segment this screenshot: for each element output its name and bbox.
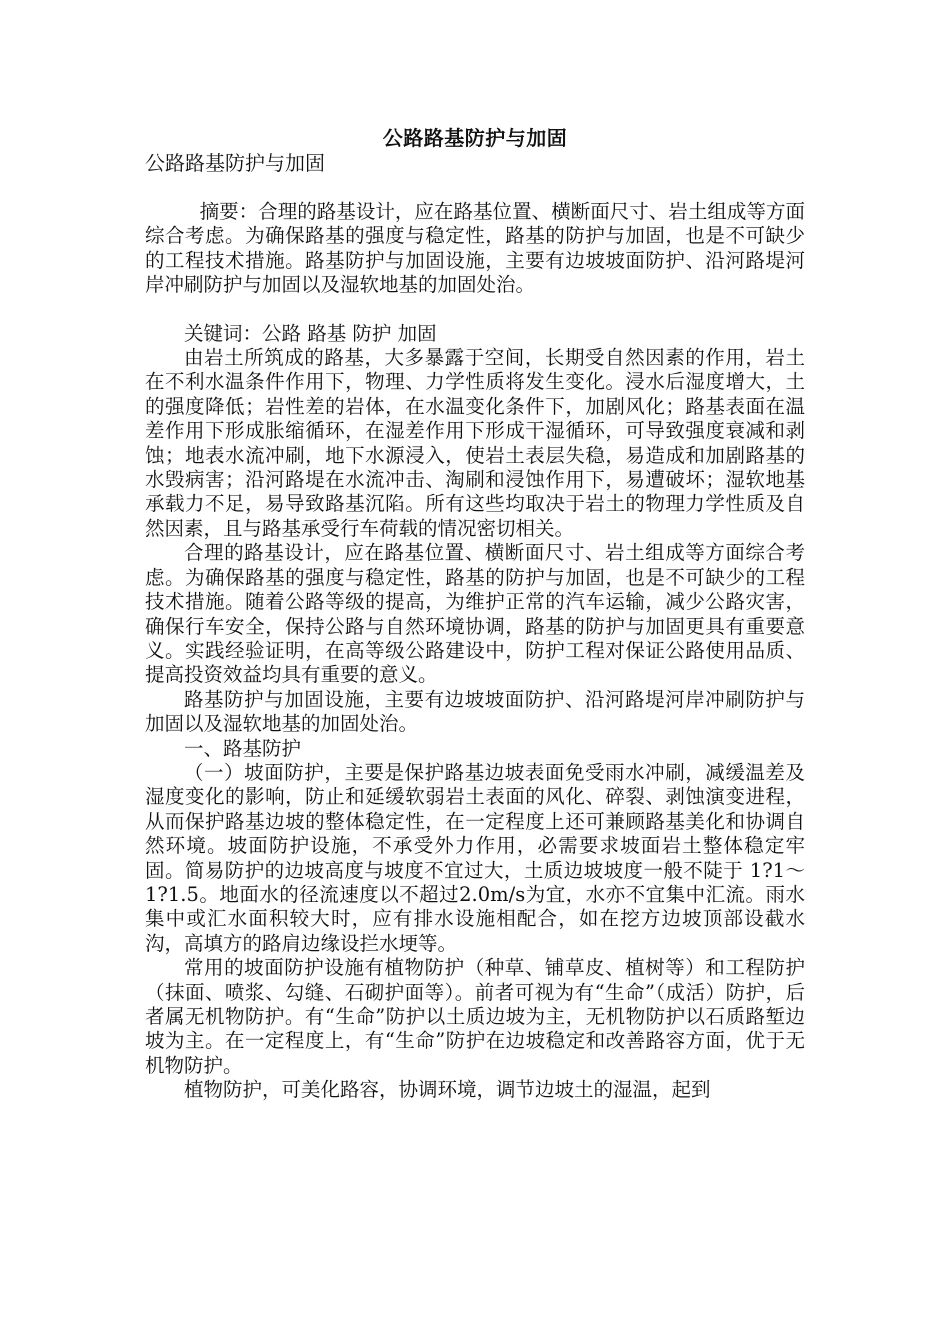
body-paragraph: 常用的坡面防护设施有植物防护（种草、铺草皮、植树等）和工程防护（抹面、喷浆、勾缝、石砌护面等）。前者可视为有“生命”（成活）防护，后者属无机物防护。有“生命”防护以土质边坡为主，无机物防护以石质路堑边坡为主。在一定程度上，有“生命”防护在边坡稳定和改善路容方面，优于无机物防护。 — [145, 956, 805, 1077]
document-subtitle: 公路路基防护与加固 — [145, 151, 325, 175]
keywords-paragraph: 关键词：公路 路基 防护 加固 — [184, 321, 437, 345]
body-paragraph: 路基防护与加固设施，主要有边坡坡面防护、沿河路堤河岸冲刷防护与加固以及湿软地基的加固处治。 — [145, 687, 805, 736]
body-paragraph: 由岩土所筑成的路基，大多暴露于空间，长期受自然因素的作用，岩土在不利水温条件作用下，物理、力学性质将发生变化。浸水后湿度增大，土的强度降低；岩性差的岩体，在水温变化条件下，加剧风化；路基表面在温差作用下形成胀缩循环，在湿差作用下形成干湿循环，可导致强度衰减和剥蚀；地表水流冲刷，地下水源浸入，使岩土表层失稳，易造成和加剧路基的水毁病害；沿河路堤在水流冲击、淘刷和浸蚀作用下，易遭破坏；湿软地基承载力不足，易导致路基沉陷。所有这些均取决于岩土的物理力学性质及自然因素，且与路基承受行车荷载的情况密切相关。 — [145, 346, 805, 540]
body-paragraph: 植物防护，可美化路容，协调环境，调节边坡土的湿温，起到 — [184, 1078, 711, 1102]
document-body — [145, 200, 805, 1103]
body-paragraph: （一）坡面防护，主要是保护路基边坡表面免受雨水冲刷，减缓温差及湿度变化的影响，防止和延缓软弱岩土表面的风化、碎裂、剥蚀演变进程，从而保护路基边坡的整体稳定性，在一定程度上还可兼顾路基美化和协调自然环境。坡面防护设施，不承受外力作用，必需要求坡面岩土整体稳定牢固。简易防护的边坡高度与坡度不宜过大，土质边坡坡度一般不陡于 1?1～1?1.5。地面水的径流速度以不超过2.0m/s为宜，水亦不宜集中汇流。雨水集中或汇水面积较大时，应有排水设施相配合，如在挖方边坡顶部设截水沟，高填方的路肩边缘设拦水埂等。 — [145, 760, 805, 955]
section-heading: 一、路基防护 — [184, 736, 302, 760]
body-paragraph: 合理的路基设计，应在路基位置、横断面尺寸、岩土组成等方面综合考虑。为确保路基的强度与稳定性，路基的防护与加固，也是不可缺少的工程技术措施。随着公路等级的提高，为维护正常的汽车运输，减少公路灾害，确保行车安全，保持公路与自然环境协调，路基的防护与加固更具有重要意义。实践经验证明，在高等级公路建设中，防护工程对保证公路使用品质、提高投资效益均具有重要的意义。 — [145, 541, 805, 687]
document-title: 公路路基防护与加固 — [382, 126, 568, 150]
abstract-paragraph: 摘要：合理的路基设计，应在路基位置、横断面尺寸、岩土组成等方面综合考虑。为确保路基的强度与稳定性，路基的防护与加固，也是不可缺少的工程技术措施。路基防护与加固设施，主要有边坡坡面防护、沿河路堤河岸冲刷防护与加固以及湿软地基的加固处治。 — [145, 200, 805, 297]
